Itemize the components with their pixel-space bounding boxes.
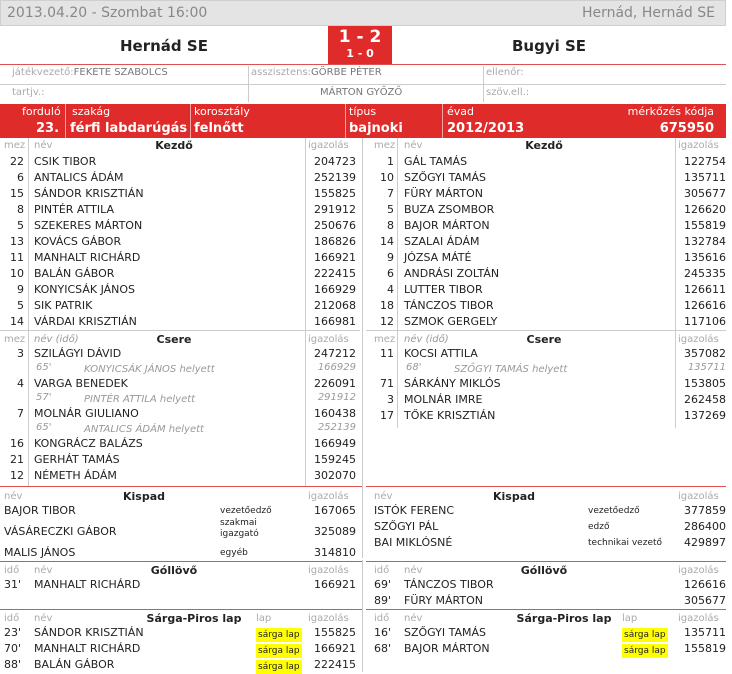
col-header-id: igazolás <box>308 491 349 502</box>
half-time-score: 1 - 0 <box>346 47 374 60</box>
player-id: 155825 <box>314 187 356 200</box>
bench-id: 314810 <box>314 546 356 559</box>
sub-id: 357082 <box>684 347 726 360</box>
player-id: 212068 <box>314 299 356 312</box>
officials-row-2: tartjv.: MÁRTON GYŐZŐ szöv.ell.: <box>12 87 530 98</box>
player-name[interactable]: SZŐGYI TAMÁS <box>404 171 487 184</box>
card-type <box>256 642 304 658</box>
sub-number: 17 <box>380 409 394 422</box>
player-name[interactable]: TÁNCZOS TIBOR <box>404 299 494 312</box>
player-id: 122754 <box>684 155 726 168</box>
bench-name[interactable]: BAJOR TIBOR <box>4 504 76 517</box>
player-name[interactable]: VÁRDAI KRISZTIÁN <box>34 315 137 328</box>
col-header-time: idő <box>4 613 20 624</box>
col-header-time: idő <box>374 565 390 576</box>
sub-id: 137269 <box>684 409 726 422</box>
sub-id: 247212 <box>314 347 356 360</box>
player-number: 14 <box>380 235 394 248</box>
player-id: 166929 <box>314 283 356 296</box>
col-header-id: igazolás <box>678 334 719 345</box>
sub-time: 65' <box>36 422 52 433</box>
sub-number: 12 <box>10 469 24 482</box>
yellow-card-badge: sárga lap <box>624 646 666 656</box>
player-id: 166921 <box>314 251 356 264</box>
col-header-id: igazolás <box>678 140 719 151</box>
player-number: 11 <box>10 251 24 264</box>
player-id: 252139 <box>314 171 356 184</box>
player-number: 8 <box>17 203 24 216</box>
player-name[interactable]: SZEKERES MÁRTON <box>34 219 143 232</box>
sub-name[interactable]: SZILÁGYI DÁVID <box>34 347 122 360</box>
sub-name[interactable]: KOCSI ATTILA <box>404 347 478 360</box>
sub-name[interactable]: MOLNÁR IMRE <box>404 393 483 406</box>
replaced-id: 135711 <box>687 362 726 373</box>
player-number: 13 <box>10 235 24 248</box>
player-id: 186826 <box>314 235 356 248</box>
section-title-subs: Csere <box>156 333 192 346</box>
player-name[interactable]: SIK PATRIK <box>34 299 93 312</box>
match-code-value: 675950 <box>659 121 714 136</box>
player-number: 7 <box>387 187 394 200</box>
sub-replaced: ANTALICS ÁDÁM helyett <box>84 424 204 435</box>
section-title-starters: Kezdő <box>525 139 563 152</box>
card-time: 23' <box>4 626 22 639</box>
sub-name[interactable]: TŐKE KRISZTIÁN <box>404 409 496 422</box>
player-number: 22 <box>10 155 24 168</box>
section-title-cards: Sárga-Piros lap <box>516 612 612 625</box>
player-number: 8 <box>387 219 394 232</box>
player-name[interactable]: SZMOK GERGELY <box>404 315 498 328</box>
match-info-bar: forduló 23. szakág férfi labdarúgás korosztály felnőtt típus bajnoki évad 2012/2013 mérkőzés kódja 675950 <box>0 104 726 138</box>
yellow-card-badge: sárga lap <box>258 646 300 656</box>
col-header-card: lap <box>622 613 638 624</box>
match-date: 2013.04.20 - Szombat 16:00 <box>7 5 208 21</box>
sub-replaced: SZŐGYI TAMÁS helyett <box>454 364 568 375</box>
col-header-name: név <box>404 140 423 151</box>
branch-value: férfi labdarúgás <box>70 121 188 136</box>
sub-id: 166949 <box>314 437 356 450</box>
sub-name[interactable]: KONGRÁCZ BALÁZS <box>34 437 143 450</box>
player-id: 126611 <box>684 283 726 296</box>
player-number: 5 <box>387 203 394 216</box>
player-number: 6 <box>387 267 394 280</box>
player-number: 1 <box>387 155 394 168</box>
goal-scorer[interactable]: FÜRY MÁRTON <box>404 594 483 607</box>
player-number: 10 <box>380 171 394 184</box>
col-header-time: idő <box>4 565 20 576</box>
section-title-goals: Góllövő <box>520 564 568 577</box>
player-name[interactable]: BAJOR MÁRTON <box>404 219 490 232</box>
col-header-name: név <box>404 565 423 576</box>
card-id: 155819 <box>684 642 726 655</box>
player-number: 15 <box>10 187 24 200</box>
player-id: 126620 <box>684 203 726 216</box>
home-team-name[interactable]: Hernád SE <box>120 37 208 55</box>
player-id: 126616 <box>684 299 726 312</box>
sub-number: 21 <box>10 453 24 466</box>
replaced-id: 252139 <box>317 422 356 433</box>
card-id: 222415 <box>314 658 356 671</box>
yellow-card-badge: sárga lap <box>624 630 666 640</box>
col-header-id: igazolás <box>308 140 349 151</box>
card-player[interactable]: BALÁN GÁBOR <box>34 658 115 671</box>
assistant-1-name: GÖRBE PÉTER <box>311 67 382 78</box>
player-name[interactable]: BALÁN GÁBOR <box>34 267 115 280</box>
player-name[interactable]: SÁNDOR KRISZTIÁN <box>34 187 144 200</box>
sub-name[interactable]: GERHÁT TAMÁS <box>34 453 120 466</box>
assistant-2-name: MÁRTON GYŐZŐ <box>320 87 403 98</box>
card-time: 70' <box>4 642 22 655</box>
player-id: 250676 <box>314 219 356 232</box>
bench-role: technikai vezető <box>588 538 663 548</box>
sub-time: 57' <box>36 392 52 403</box>
goal-id: 166921 <box>314 578 356 591</box>
player-number: 6 <box>17 171 24 184</box>
col-header-time: idő <box>374 613 390 624</box>
player-name[interactable]: ANTALICS ÁDÁM <box>34 171 124 184</box>
sub-id: 262458 <box>684 393 726 406</box>
section-title-starters: Kezdő <box>155 139 193 152</box>
score-box <box>328 26 392 64</box>
player-id: 135616 <box>684 251 726 264</box>
player-number: 12 <box>380 315 394 328</box>
player-number: 9 <box>387 251 394 264</box>
bench-role: vezetőedző <box>588 506 640 516</box>
card-id: 155825 <box>314 626 356 639</box>
player-id: 132784 <box>684 235 726 248</box>
bench-role: igazgató <box>220 529 259 539</box>
round-value: 23. <box>36 121 60 136</box>
col-header-mez: mez <box>374 140 396 151</box>
col-header-name: név <box>4 491 23 502</box>
bench-name[interactable]: BAI MIKLÓSNÉ <box>374 536 453 549</box>
bench-name[interactable]: ISTÓK FERENC <box>374 504 455 517</box>
player-number: 10 <box>10 267 24 280</box>
sub-replaced: KONYICSÁK JÁNOS helyett <box>84 364 215 375</box>
goal-id: 126616 <box>684 578 726 591</box>
bench-id: 429897 <box>684 536 726 549</box>
season-value: 2012/2013 <box>447 121 525 136</box>
player-name[interactable]: JÓZSA MÁTÉ <box>404 251 472 264</box>
sub-id: 226091 <box>314 377 356 390</box>
player-name[interactable]: KONYICSÁK JÁNOS <box>34 283 136 296</box>
player-id: 305677 <box>684 187 726 200</box>
sub-id: 153805 <box>684 377 726 390</box>
goal-time: 31' <box>4 578 22 591</box>
bench-name[interactable]: MALIS JÁNOS <box>4 546 76 559</box>
sub-id: 160438 <box>314 407 356 420</box>
player-name[interactable]: PINTÉR ATTILA <box>34 203 114 216</box>
sub-number: 16 <box>10 437 24 450</box>
card-player[interactable]: MANHALT RICHÁRD <box>34 642 141 655</box>
sub-number: 71 <box>380 377 394 390</box>
away-team-name[interactable]: Bugyi SE <box>512 37 587 55</box>
col-header-card: lap <box>256 613 272 624</box>
card-type <box>622 626 670 642</box>
col-header-name: név <box>404 613 423 624</box>
player-name[interactable]: GÁL TAMÁS <box>404 155 468 168</box>
card-time: 68' <box>374 642 392 655</box>
player-id: 135711 <box>684 171 726 184</box>
sub-name[interactable]: VARGA BENEDEK <box>34 377 128 390</box>
player-name[interactable]: KOVÁCS GÁBOR <box>34 235 122 248</box>
col-header-id: igazolás <box>308 334 349 345</box>
bench-name[interactable]: SZŐGYI PÁL <box>374 520 439 533</box>
match-venue: Hernád, Hernád SE <box>581 5 715 21</box>
sub-id: 159245 <box>314 453 356 466</box>
section-title-bench: Kispad <box>492 490 535 503</box>
player-id: 222415 <box>314 267 356 280</box>
col-header-id: igazolás <box>678 565 719 576</box>
sub-number: 3 <box>387 393 394 406</box>
goal-time: 89' <box>374 594 392 607</box>
col-header-name-time: név (idő) <box>34 334 79 345</box>
bench-id: 167065 <box>314 504 356 517</box>
card-type <box>622 642 670 658</box>
sub-number: 4 <box>17 377 24 390</box>
player-number: 5 <box>17 219 24 232</box>
player-name[interactable]: BUZA ZSOMBOR <box>404 203 495 216</box>
section-title-goals: Góllövő <box>150 564 198 577</box>
card-type <box>256 626 304 642</box>
goal-time: 69' <box>374 578 392 591</box>
player-name[interactable]: SZALAI ÁDÁM <box>404 235 480 248</box>
sub-name[interactable]: SÁRKÁNY MIKLÓS <box>404 377 501 390</box>
full-time-score: 1 - 2 <box>338 27 382 47</box>
player-name[interactable]: MANHALT RICHÁRD <box>34 251 141 264</box>
officials-row-1: játékvezető:FEKETE SZABOLCS asszisztens:GÖRBE PÉTER ellenőr: <box>12 67 524 78</box>
col-header-id: igazolás <box>308 565 349 576</box>
card-id: 166921 <box>314 642 356 655</box>
col-header-id: igazolás <box>308 613 349 624</box>
col-header-mez: mez <box>4 334 26 345</box>
card-time: 16' <box>374 626 392 639</box>
sub-time: 68' <box>406 362 422 373</box>
player-number: 5 <box>17 299 24 312</box>
section-title-subs: Csere <box>526 333 562 346</box>
player-id: 245335 <box>684 267 726 280</box>
match-type-value: bajnoki <box>349 121 403 136</box>
col-header-name: név <box>34 613 53 624</box>
card-player[interactable]: SÁNDOR KRISZTIÁN <box>34 626 144 639</box>
bench-role: szakmai <box>220 518 257 528</box>
bench-role: egyéb <box>220 548 248 558</box>
col-header-mez: mez <box>4 140 26 151</box>
player-number: 18 <box>380 299 394 312</box>
sub-number: 11 <box>380 347 394 360</box>
match-header <box>0 0 726 26</box>
bench-name[interactable]: VÁSÁRECZKI GÁBOR <box>4 525 117 538</box>
card-id: 135711 <box>684 626 726 639</box>
player-name[interactable]: FÜRY MÁRTON <box>404 187 483 200</box>
age-group-value: felnőtt <box>194 121 244 136</box>
goal-id: 305677 <box>684 594 726 607</box>
replaced-id: 291912 <box>317 392 356 403</box>
player-id: 291912 <box>314 203 356 216</box>
sub-time: 65' <box>36 362 52 373</box>
col-header-name: név <box>34 140 53 151</box>
goal-scorer[interactable]: TÁNCZOS TIBOR <box>404 578 494 591</box>
sub-number: 7 <box>17 407 24 420</box>
yellow-card-badge: sárga lap <box>258 630 300 640</box>
player-number: 9 <box>17 283 24 296</box>
goal-scorer[interactable]: MANHALT RICHÁRD <box>34 578 141 591</box>
player-name[interactable]: CSIK TIBOR <box>34 155 97 168</box>
card-player[interactable]: SZŐGYI TAMÁS <box>404 626 487 639</box>
sub-replaced: PINTÉR ATTILA helyett <box>84 394 196 405</box>
section-title-bench: Kispad <box>122 490 165 503</box>
replaced-id: 166929 <box>317 362 356 373</box>
card-time: 88' <box>4 658 22 671</box>
player-id: 155819 <box>684 219 726 232</box>
sub-name[interactable]: MOLNÁR GIULIANO <box>34 407 139 420</box>
yellow-card-badge: sárga lap <box>258 662 300 672</box>
sub-number: 3 <box>17 347 24 360</box>
col-header-id: igazolás <box>678 613 719 624</box>
player-id: 204723 <box>314 155 356 168</box>
player-id: 166981 <box>314 315 356 328</box>
sub-id: 302070 <box>314 469 356 482</box>
bench-role: edző <box>588 522 610 532</box>
bench-id: 286400 <box>684 520 726 533</box>
bench-id: 377859 <box>684 504 726 517</box>
bench-role: vezetőedző <box>220 506 272 516</box>
col-header-name-time: név (idő) <box>404 334 449 345</box>
referee-name: FEKETE SZABOLCS <box>73 67 168 78</box>
player-number: 4 <box>387 283 394 296</box>
card-player[interactable]: BAJOR MÁRTON <box>404 642 490 655</box>
player-number: 14 <box>10 315 24 328</box>
player-id: 117106 <box>684 315 726 328</box>
col-header-name: név <box>34 565 53 576</box>
col-header-id: igazolás <box>678 491 719 502</box>
player-name[interactable]: LUTTER TIBOR <box>404 283 483 296</box>
bench-id: 325089 <box>314 525 356 538</box>
col-header-name: név <box>374 491 393 502</box>
sub-name[interactable]: NÉMETH ÁDÁM <box>34 469 117 482</box>
col-header-mez: mez <box>374 334 396 345</box>
section-title-cards: Sárga-Piros lap <box>146 612 242 625</box>
player-name[interactable]: ANDRÁSI ZOLTÁN <box>404 267 500 280</box>
